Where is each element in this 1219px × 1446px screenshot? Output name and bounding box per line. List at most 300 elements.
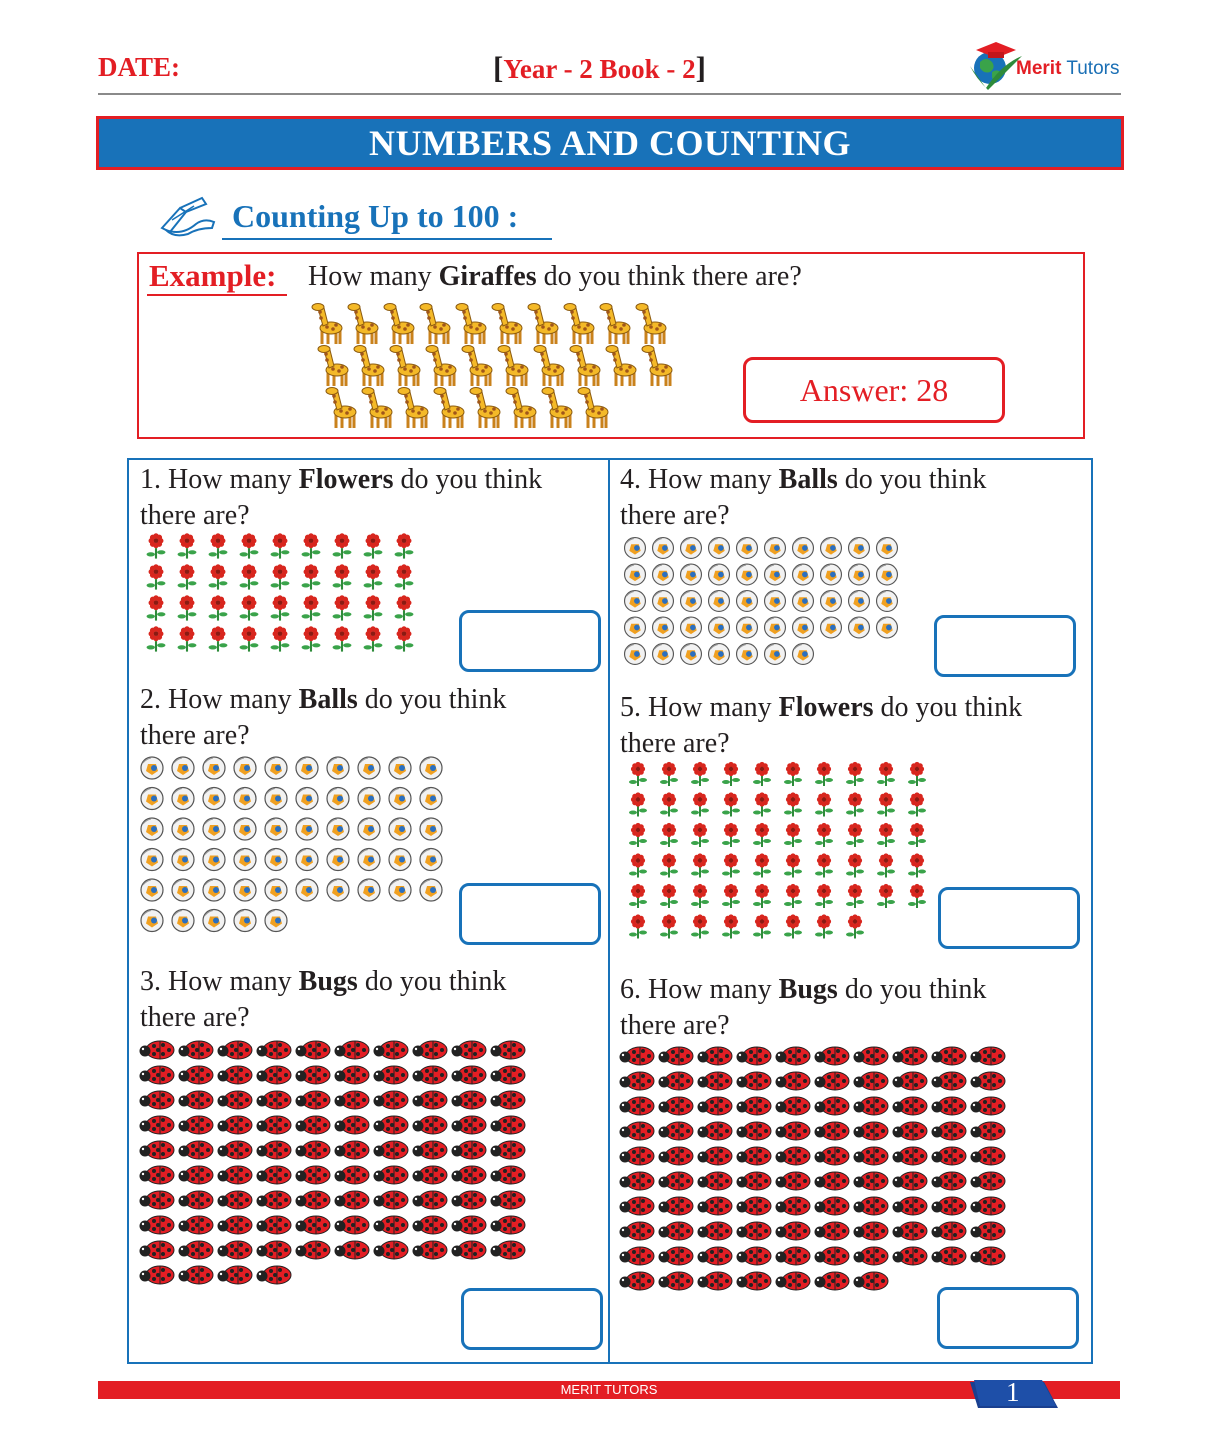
ladybug-icon-item <box>296 1091 331 1109</box>
ladybug-icon-item <box>815 1272 850 1290</box>
ladybug-icon-item <box>179 1241 214 1259</box>
ball-icon-item <box>821 617 842 638</box>
ladybug-icon-item <box>854 1072 889 1090</box>
question-text: there are? <box>140 500 250 531</box>
ladybug-icon-item <box>218 1041 253 1059</box>
flower-icon-item <box>908 853 926 877</box>
ladybug-icon-item <box>413 1241 448 1259</box>
ladybug-icon-item <box>893 1247 928 1265</box>
ladybug-icon-item <box>491 1066 526 1084</box>
flower-icon-item <box>629 823 647 847</box>
flower-icon-item <box>815 914 833 938</box>
ladybug-icon-item <box>893 1197 928 1215</box>
flower-icon-item <box>271 564 290 589</box>
ladybug-icon-item <box>932 1172 967 1190</box>
ball-icon-item <box>765 644 786 665</box>
ladybug-icon-item <box>218 1066 253 1084</box>
giraffe-icon-item <box>326 388 356 429</box>
ball-icon-item <box>265 818 287 840</box>
flower-icon-item <box>877 853 895 877</box>
question-text: do you think <box>837 464 987 495</box>
ball-icon-item <box>234 849 256 871</box>
ladybug-icon-item <box>179 1091 214 1109</box>
flower-icon-item <box>147 564 166 589</box>
ball-icon-item <box>265 879 287 901</box>
ladybug-icon-item <box>257 1141 292 1159</box>
ball-icon-item <box>625 617 646 638</box>
ladybug-icon-item <box>971 1172 1006 1190</box>
ladybug-icon-item <box>296 1191 331 1209</box>
flower-icon-item <box>753 762 771 786</box>
ladybug-icon-item <box>737 1147 772 1165</box>
answer-input-1[interactable] <box>459 610 601 672</box>
ladybug-icon-item <box>776 1047 811 1065</box>
ladybug-icon-item <box>659 1122 694 1140</box>
flower-icon-item <box>147 626 166 651</box>
section-title: Counting Up to 100 : <box>232 198 519 234</box>
ladybug-icon-item <box>932 1097 967 1115</box>
ball-icon-item <box>821 591 842 612</box>
ladybug-icon-item <box>296 1166 331 1184</box>
flower-icon-item <box>660 823 678 847</box>
ladybug-icon-item <box>413 1116 448 1134</box>
example-underline <box>147 294 287 296</box>
flower-icon-item <box>629 914 647 938</box>
flower-icon-item <box>722 884 740 908</box>
flower-icon-item <box>784 823 802 847</box>
flower-icon-item <box>691 884 709 908</box>
ball-icon-item <box>172 788 194 810</box>
flower-icon-item <box>660 884 678 908</box>
question-text: How many <box>161 966 299 997</box>
ladybug-icon-item <box>893 1097 928 1115</box>
flower-icon-item <box>908 762 926 786</box>
flower-icon-item <box>691 792 709 816</box>
ladybug-icon-item <box>335 1091 370 1109</box>
ladybug-icon-item <box>296 1141 331 1159</box>
giraffe-icon-item <box>312 304 342 345</box>
ladybug-icon-item <box>659 1072 694 1090</box>
ball-icon-item <box>793 644 814 665</box>
ladybug-icon-item <box>374 1141 409 1159</box>
question-subject: Flowers <box>298 464 394 495</box>
ladybug-icon-item <box>140 1041 175 1059</box>
ball-icon-item <box>849 564 870 585</box>
answer-input-3[interactable] <box>461 1288 603 1350</box>
ladybug-icon-item <box>932 1247 967 1265</box>
flower-icon-item <box>302 595 321 620</box>
ladybug-icon-item <box>620 1047 655 1065</box>
flower-icon-item <box>271 533 290 558</box>
question-text: there are? <box>620 1010 730 1041</box>
flower-icon-item <box>877 823 895 847</box>
question-text: there are? <box>140 1002 250 1033</box>
ladybug-icon-item <box>452 1191 487 1209</box>
ladybug-icon-item <box>659 1147 694 1165</box>
section-underline <box>222 238 552 240</box>
question-number: 6. <box>620 974 641 1005</box>
giraffe-icon-item <box>426 346 456 387</box>
ladybug-icon-item <box>815 1147 850 1165</box>
question-text: do you think <box>837 974 987 1005</box>
ladybug-icon-item <box>335 1066 370 1084</box>
ladybug-icon-item <box>971 1222 1006 1240</box>
ladybug-icon-item <box>218 1266 253 1284</box>
question-4 <box>620 462 1080 534</box>
ladybug-icon-item <box>452 1216 487 1234</box>
ladybug-icon-item <box>491 1141 526 1159</box>
ball-icon-item <box>265 788 287 810</box>
flower-icon-item <box>364 533 383 558</box>
flower-grid <box>142 532 462 658</box>
giraffe-icon-item <box>506 388 536 429</box>
flower-icon-item <box>908 792 926 816</box>
flower-icon-item <box>364 564 383 589</box>
page-number: 1 <box>1006 1377 1020 1407</box>
ladybug-icon-item <box>491 1191 526 1209</box>
flower-icon-item <box>147 595 166 620</box>
ball-icon-item <box>141 879 163 901</box>
flower-icon-item <box>846 792 864 816</box>
question-text: How many <box>161 684 299 715</box>
ladybug-icon-item <box>659 1222 694 1240</box>
ball-icon-item <box>327 788 349 810</box>
ball-icon-item <box>420 818 442 840</box>
flower-icon-item <box>753 884 771 908</box>
ball-icon-item <box>172 849 194 871</box>
giraffe-icon-item <box>498 346 528 387</box>
flower-icon-item <box>660 762 678 786</box>
giraffe-icon-item <box>600 304 630 345</box>
ball-icon-item <box>296 818 318 840</box>
giraffe-icon-item <box>390 346 420 387</box>
flower-icon-item <box>147 533 166 558</box>
ladybug-icon-item <box>491 1241 526 1259</box>
answer-input-2[interactable] <box>459 883 601 945</box>
ball-icon-item <box>389 818 411 840</box>
flower-icon-item <box>364 595 383 620</box>
ball-icon-item <box>296 757 318 779</box>
ladybug-icon-item <box>698 1047 733 1065</box>
ladybug-icon-item <box>335 1216 370 1234</box>
ball-icon-item <box>709 538 730 559</box>
ball-icon-item <box>203 910 225 932</box>
ladybug-icon-item <box>737 1172 772 1190</box>
ladybug-icon-item <box>257 1041 292 1059</box>
ladybug-icon-item <box>491 1091 526 1109</box>
book-label-text: Year - 2 Book - 2 <box>503 54 696 84</box>
example-answer-box: Answer: 28 <box>743 357 1005 423</box>
ball-icon-item <box>849 538 870 559</box>
flower-icon-item <box>240 626 259 651</box>
flower-icon-item <box>753 823 771 847</box>
ball-icon-item <box>327 879 349 901</box>
question-text: How many <box>161 464 299 495</box>
ladybug-icon-item <box>218 1141 253 1159</box>
ladybug-icon-item <box>776 1147 811 1165</box>
answer-input-6[interactable] <box>937 1287 1079 1349</box>
ladybug-icon-item <box>218 1241 253 1259</box>
ladybug-icon-item <box>737 1047 772 1065</box>
flower-icon-item <box>271 626 290 651</box>
ladybug-icon-item <box>971 1247 1006 1265</box>
ladybug-icon-item <box>140 1091 175 1109</box>
ladybug-icon-item <box>971 1097 1006 1115</box>
flower-icon-item <box>908 884 926 908</box>
logo-brand: Merit <box>1016 58 1062 79</box>
ladybug-icon-item <box>698 1097 733 1115</box>
ball-icon-item <box>358 788 380 810</box>
ladybug-icon-item <box>413 1041 448 1059</box>
flower-icon-item <box>722 853 740 877</box>
ball-icon-item <box>327 757 349 779</box>
ball-icon-item <box>296 788 318 810</box>
ladybug-icon-item <box>620 1097 655 1115</box>
ladybug-icon-item <box>374 1191 409 1209</box>
ladybug-icon-item <box>296 1216 331 1234</box>
ball-icon-item <box>203 757 225 779</box>
ball-icon-item <box>265 910 287 932</box>
giraffe-icon-item <box>534 346 564 387</box>
giraffe-icon-item <box>542 388 572 429</box>
flower-icon-item <box>395 595 414 620</box>
ball-icon-item <box>765 617 786 638</box>
ladybug-icon-item <box>659 1197 694 1215</box>
flower-icon-item <box>846 914 864 938</box>
ball-icon-item <box>625 538 646 559</box>
giraffe-icon-item <box>470 388 500 429</box>
ladybug-icon-item <box>257 1241 292 1259</box>
ball-icon-item <box>141 849 163 871</box>
ball-icon-item <box>709 644 730 665</box>
flower-icon-item <box>629 792 647 816</box>
ladybug-icon-item <box>893 1072 928 1090</box>
ladybug-icon-item <box>737 1072 772 1090</box>
ladybug-icon-item <box>971 1072 1006 1090</box>
ladybug-icon-item <box>257 1266 292 1284</box>
flower-icon-item <box>753 914 771 938</box>
ball-icon-item <box>681 538 702 559</box>
ladybug-icon-item <box>932 1147 967 1165</box>
giraffe-icon-item <box>462 346 492 387</box>
flower-icon-item <box>722 914 740 938</box>
ball-icon-item <box>296 879 318 901</box>
ball-icon-item <box>877 564 898 585</box>
ball-icon-item <box>681 564 702 585</box>
ladybug-icon-item <box>698 1222 733 1240</box>
ball-icon-item <box>234 818 256 840</box>
ball-icon-item <box>793 564 814 585</box>
bug-grid <box>140 1038 540 1300</box>
flower-icon-item <box>333 626 352 651</box>
ball-icon-item <box>141 818 163 840</box>
ladybug-icon-item <box>413 1216 448 1234</box>
ball-icon-item <box>625 591 646 612</box>
ball-icon-item <box>327 818 349 840</box>
ball-icon-item <box>234 879 256 901</box>
ladybug-icon-item <box>218 1116 253 1134</box>
flower-icon-item <box>629 762 647 786</box>
ball-icon-item <box>420 879 442 901</box>
giraffe-icon-item <box>434 388 464 429</box>
ladybug-icon-item <box>374 1216 409 1234</box>
ladybug-icon-item <box>140 1116 175 1134</box>
ball-icon-item <box>234 910 256 932</box>
ladybug-icon-item <box>698 1072 733 1090</box>
ladybug-icon-item <box>698 1247 733 1265</box>
ball-icon-item <box>653 538 674 559</box>
flower-icon-item <box>302 533 321 558</box>
flower-icon-item <box>815 792 833 816</box>
flower-icon-item <box>395 626 414 651</box>
ladybug-icon-item <box>218 1191 253 1209</box>
ball-icon-item <box>172 910 194 932</box>
ladybug-icon-item <box>257 1191 292 1209</box>
example-question <box>308 261 802 293</box>
ladybug-icon-item <box>932 1072 967 1090</box>
giraffe-icon-item <box>398 388 428 429</box>
giraffe-icon-item <box>384 304 414 345</box>
ladybug-icon-item <box>413 1141 448 1159</box>
ladybug-icon-item <box>257 1116 292 1134</box>
ladybug-icon-item <box>257 1166 292 1184</box>
ladybug-icon-item <box>491 1116 526 1134</box>
flower-icon-item <box>209 533 228 558</box>
flower-icon-item <box>815 853 833 877</box>
ladybug-icon-item <box>698 1172 733 1190</box>
flower-icon-item <box>877 792 895 816</box>
giraffe-icon-item <box>578 388 608 429</box>
question-number: 3. <box>140 966 161 997</box>
answer-input-5[interactable] <box>938 887 1080 949</box>
ball-icon-item <box>793 538 814 559</box>
question-text: do you think <box>873 692 1023 723</box>
flower-icon-item <box>815 884 833 908</box>
ladybug-icon-item <box>179 1166 214 1184</box>
ladybug-icon-item <box>374 1166 409 1184</box>
flower-icon-item <box>784 914 802 938</box>
example-question-post: do you think there are? <box>536 261 802 292</box>
ball-icon-item <box>653 564 674 585</box>
ladybug-icon-item <box>374 1066 409 1084</box>
question-text: do you think <box>357 684 507 715</box>
flower-icon-item <box>333 564 352 589</box>
flower-icon-item <box>784 853 802 877</box>
ball-icon-item <box>793 591 814 612</box>
logo-text <box>1016 58 1119 80</box>
flower-icon-item <box>660 853 678 877</box>
ladybug-icon-item <box>452 1141 487 1159</box>
ladybug-icon-item <box>815 1047 850 1065</box>
ladybug-icon-item <box>854 1272 889 1290</box>
ladybug-icon-item <box>620 1172 655 1190</box>
ladybug-icon-item <box>659 1097 694 1115</box>
ladybug-icon-item <box>335 1166 370 1184</box>
ladybug-icon-item <box>815 1072 850 1090</box>
flower-icon-item <box>815 823 833 847</box>
ball-icon-item <box>737 617 758 638</box>
ladybug-icon-item <box>971 1122 1006 1140</box>
ladybug-icon-item <box>620 1272 655 1290</box>
question-text: do you think <box>393 464 543 495</box>
ladybug-icon-item <box>179 1141 214 1159</box>
ladybug-icon-item <box>452 1066 487 1084</box>
flower-icon-item <box>722 823 740 847</box>
ladybug-icon-item <box>620 1222 655 1240</box>
question-subject: Balls <box>298 684 358 715</box>
ball-icon-item <box>765 591 786 612</box>
ball-icon-item <box>389 849 411 871</box>
ball-icon-item <box>203 818 225 840</box>
question-1 <box>140 462 600 534</box>
giraffe-icon-item <box>636 304 666 345</box>
ball-icon-item <box>296 849 318 871</box>
ladybug-icon-item <box>335 1041 370 1059</box>
ladybug-icon-item <box>620 1147 655 1165</box>
ladybug-icon-item <box>854 1122 889 1140</box>
ball-icon-item <box>358 818 380 840</box>
bracket-open: [ <box>493 50 504 85</box>
ladybug-icon-item <box>140 1241 175 1259</box>
question-subject: Bugs <box>778 974 838 1005</box>
header-rule <box>98 93 1121 95</box>
ladybug-icon-item <box>179 1041 214 1059</box>
bracket-close: ] <box>695 50 706 85</box>
ball-icon-item <box>420 788 442 810</box>
ladybug-icon-item <box>413 1191 448 1209</box>
flower-icon-item <box>660 792 678 816</box>
flower-icon-item <box>209 595 228 620</box>
ladybug-icon-item <box>932 1122 967 1140</box>
flower-icon-item <box>908 823 926 847</box>
ladybug-icon-item <box>854 1147 889 1165</box>
ladybug-icon-item <box>776 1222 811 1240</box>
giraffe-icon-item <box>362 388 392 429</box>
ball-icon-item <box>821 538 842 559</box>
question-2 <box>140 682 600 754</box>
ladybug-icon-item <box>452 1166 487 1184</box>
ladybug-icon-item <box>452 1091 487 1109</box>
ladybug-icon-item <box>179 1116 214 1134</box>
ladybug-icon-item <box>140 1066 175 1084</box>
ladybug-icon-item <box>698 1197 733 1215</box>
flower-icon-item <box>178 595 197 620</box>
flower-icon-item <box>629 853 647 877</box>
ladybug-icon-item <box>893 1122 928 1140</box>
question-text: How many <box>641 464 779 495</box>
ladybug-icon-item <box>335 1191 370 1209</box>
ladybug-icon-item <box>971 1197 1006 1215</box>
flower-icon-item <box>209 564 228 589</box>
giraffe-icon-item <box>564 304 594 345</box>
ladybug-icon-item <box>374 1041 409 1059</box>
ladybug-icon-item <box>776 1072 811 1090</box>
ladybug-icon-item <box>854 1197 889 1215</box>
ladybug-icon-item <box>815 1097 850 1115</box>
ball-icon-item <box>234 788 256 810</box>
giraffe-grid <box>310 296 690 432</box>
ball-icon-item <box>737 591 758 612</box>
flower-icon-item <box>333 595 352 620</box>
ladybug-icon-item <box>218 1166 253 1184</box>
flower-icon-item <box>784 792 802 816</box>
ball-icon-item <box>358 757 380 779</box>
ladybug-icon-item <box>413 1091 448 1109</box>
ladybug-icon-item <box>854 1097 889 1115</box>
answer-input-4[interactable] <box>934 615 1076 677</box>
flower-icon-item <box>846 762 864 786</box>
ball-icon-item <box>172 879 194 901</box>
